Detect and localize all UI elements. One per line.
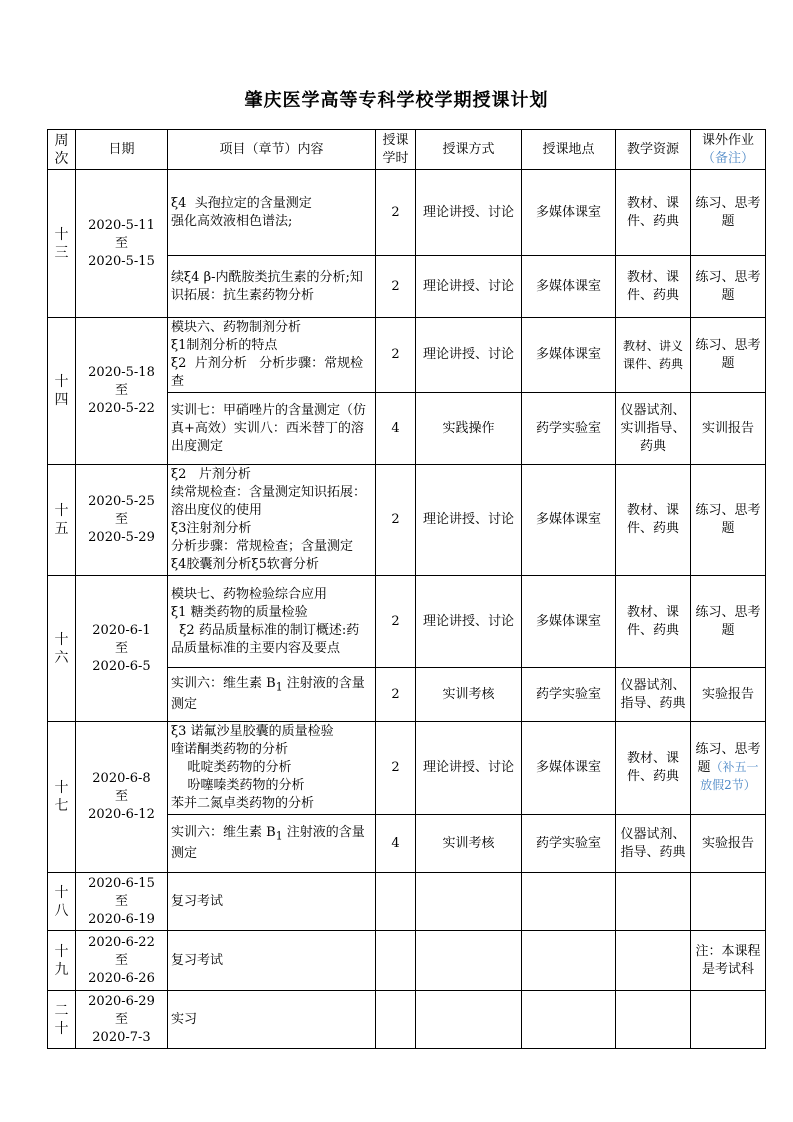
date-sep: 至 [114, 1011, 128, 1027]
content-post: 注射液的含量测定 [171, 675, 365, 713]
method-cell: 理论讲授、讨论 [416, 256, 522, 318]
date-cell [76, 722, 168, 873]
content-cell [168, 668, 376, 722]
method-cell: 实训考核 [416, 815, 522, 873]
homework-cell: 练习、思考题 [691, 256, 766, 318]
week-cell: 十八 [48, 873, 76, 931]
method-cell: 理论讲授、讨论 [416, 722, 522, 815]
date-cell [76, 991, 168, 1049]
schedule-table [47, 129, 766, 1049]
method-cell: 实践操作 [416, 393, 522, 465]
date-cell [76, 576, 168, 722]
week-cell: 十三 [48, 170, 76, 318]
resources-cell: 教材、课件、药典 [616, 465, 691, 576]
date-to: 2020-5-29 [88, 530, 155, 545]
date-to: 2020-6-12 [88, 807, 155, 822]
date-sep: 至 [114, 789, 128, 804]
place-cell: 多媒体课室 [522, 465, 616, 576]
header-content: 项目（章节）内容 [168, 130, 376, 170]
header-place: 授课地点 [522, 130, 616, 170]
method-cell: 理论讲授、讨论 [416, 170, 522, 256]
method-cell [416, 873, 522, 931]
table-row [48, 576, 766, 668]
resources-cell: 教材、讲义课件、药典 [616, 318, 691, 393]
date-sep: 至 [114, 383, 128, 398]
place-cell: 多媒体课室 [522, 256, 616, 318]
header-resources: 教学资源 [616, 130, 691, 170]
header-homework-note: （备注） [701, 150, 754, 166]
place-cell: 多媒体课室 [522, 576, 616, 668]
date-from: 2020-5-25 [88, 494, 155, 509]
content-cell: 模块六、药物制剂分析 ξ1制剂分析的特点 ξ2 片剂分析 分析步骤：常规检查 [168, 318, 376, 393]
date-to: 2020-6-19 [88, 911, 155, 927]
header-homework-label: 课外作业 [701, 132, 754, 148]
table-row [48, 873, 766, 931]
header-row [48, 130, 766, 170]
date-sep: 至 [114, 640, 128, 656]
homework-cell: 实验报告 [691, 815, 766, 873]
date-sep: 至 [114, 235, 128, 251]
resources-cell: 教材、课件、药典 [616, 576, 691, 668]
week-cell: 十九 [48, 931, 76, 991]
place-cell: 药学实验室 [522, 668, 616, 722]
table-row [48, 170, 766, 256]
resources-cell: 教材、课件、药典 [616, 722, 691, 815]
table-row [48, 465, 766, 576]
date-to: 2020-6-26 [88, 970, 155, 986]
homework-cell: 实验报告 [691, 668, 766, 722]
date-to: 2020-5-22 [88, 401, 155, 416]
homework-cell: 练习、思考题 [691, 170, 766, 256]
homework-note: （补五一放假2节） [700, 760, 759, 792]
method-cell [416, 991, 522, 1049]
hours-cell: 2 [376, 722, 416, 815]
resources-cell [616, 991, 691, 1049]
week-cell: 十五 [48, 465, 76, 576]
content-cell: ξ2 片剂分析 续常规检查：含量测定知识拓展：溶出度仪的使用 ξ3注射剂分析 分析步骤：常规检查；含量测定 ξ4胶囊剂分析ξ5软膏分析 [168, 465, 376, 576]
header-hours: 授课学时 [376, 130, 416, 170]
method-cell: 理论讲授、讨论 [416, 318, 522, 393]
place-cell [522, 931, 616, 991]
place-cell: 多媒体课室 [522, 170, 616, 256]
hours-cell: 2 [376, 668, 416, 722]
place-cell: 药学实验室 [522, 393, 616, 465]
content-sub: 1 [275, 829, 283, 843]
homework-cell [691, 722, 766, 815]
content-cell: ξ3 诺氟沙星胶囊的质量检验 喹诺酮类药物的分析 吡啶类药物的分析 吩噻嗪类药物的分析 苯并二氮卓类药物的分析 [168, 722, 376, 815]
date-to: 2020-5-15 [88, 253, 155, 269]
page-title: 肇庆医学高等专科学校学期授课计划 [244, 90, 549, 111]
method-cell: 实训考核 [416, 668, 522, 722]
date-from: 2020-6-15 [88, 875, 155, 891]
content-cell: 复习考试 [168, 931, 376, 991]
date-cell [76, 873, 168, 931]
place-cell: 药学实验室 [522, 815, 616, 873]
place-cell [522, 991, 616, 1049]
hours-cell: 4 [376, 393, 416, 465]
hours-cell: 2 [376, 576, 416, 668]
resources-cell [616, 931, 691, 991]
content-cell: 实训七：甲硝唑片的含量测定（仿真+高效）实训八：西米替丁的溶出度测定 [168, 393, 376, 465]
homework-cell: 实训报告 [691, 393, 766, 465]
date-from: 2020-6-29 [88, 993, 155, 1009]
hours-cell: 2 [376, 465, 416, 576]
content-cell: 续ξ4 β-内酰胺类抗生素的分析;知识拓展：抗生素药物分析 [168, 256, 376, 318]
date-cell [76, 465, 168, 576]
hours-cell [376, 991, 416, 1049]
hours-cell: 2 [376, 256, 416, 318]
content-pre: 实训六：维生素 B [171, 675, 276, 691]
homework-cell: 练习、思考题 [691, 318, 766, 393]
hours-cell: 4 [376, 815, 416, 873]
hours-cell: 2 [376, 318, 416, 393]
week-cell: 十七 [48, 722, 76, 873]
header-date: 日期 [76, 130, 168, 170]
header-week: 周次 [48, 130, 76, 170]
date-from: 2020-6-22 [88, 934, 155, 950]
date-cell [76, 170, 168, 318]
resources-cell: 教材、课件、药典 [616, 170, 691, 256]
date-from: 2020-6-1 [92, 622, 151, 638]
content-post: 注射液的含量测定 [171, 824, 365, 862]
content-cell: 实习 [168, 991, 376, 1049]
homework-cell: 注：本课程是考试科 [691, 931, 766, 991]
content-pre: 实训六：维生素 B [171, 824, 276, 840]
date-to: 2020-7-3 [92, 1029, 151, 1045]
date-sep: 至 [114, 512, 128, 527]
hours-cell [376, 931, 416, 991]
date-sep: 至 [114, 952, 128, 968]
date-from: 2020-5-11 [88, 217, 155, 233]
date-cell [76, 931, 168, 991]
place-cell [522, 873, 616, 931]
resources-cell [616, 873, 691, 931]
content-cell: 复习考试 [168, 873, 376, 931]
date-from: 2020-6-8 [92, 771, 151, 786]
week-cell: 二十 [48, 991, 76, 1049]
content-cell: 模块七、药物检验综合应用 ξ1 糖类药物的质量检验 ξ2 药品质量标准的制订概述:药品质量标准的主要内容及要点 [168, 576, 376, 668]
resources-cell: 教材、课件、药典 [616, 256, 691, 318]
date-cell [76, 318, 168, 465]
method-cell: 理论讲授、讨论 [416, 576, 522, 668]
content-cell [168, 815, 376, 873]
resources-cell: 仪器试剂、指导、药典 [616, 668, 691, 722]
homework-cell [691, 873, 766, 931]
place-cell: 多媒体课室 [522, 318, 616, 393]
resources-cell: 仪器试剂、指导、药典 [616, 815, 691, 873]
week-cell: 十六 [48, 576, 76, 722]
date-sep: 至 [114, 893, 128, 909]
hours-cell: 2 [376, 170, 416, 256]
homework-text: 练习、思考题 [695, 742, 761, 775]
method-cell [416, 931, 522, 991]
content-sub: 1 [275, 680, 283, 694]
homework-cell: 练习、思考题 [691, 576, 766, 668]
header-homework [691, 130, 766, 170]
table-row [48, 318, 766, 393]
date-to: 2020-6-5 [92, 658, 151, 674]
table-row [48, 931, 766, 991]
content-cell: ξ4 头孢拉定的含量测定 强化高效液相色谱法; [168, 170, 376, 256]
header-method: 授课方式 [416, 130, 522, 170]
hours-cell [376, 873, 416, 931]
week-cell: 十四 [48, 318, 76, 465]
table-row [48, 722, 766, 815]
place-cell: 多媒体课室 [522, 722, 616, 815]
method-cell: 理论讲授、讨论 [416, 465, 522, 576]
resources-cell: 仪器试剂、实训指导、药典 [616, 393, 691, 465]
homework-cell [691, 991, 766, 1049]
table-row [48, 991, 766, 1049]
homework-cell: 练习、思考题 [691, 465, 766, 576]
date-from: 2020-5-18 [88, 365, 155, 380]
